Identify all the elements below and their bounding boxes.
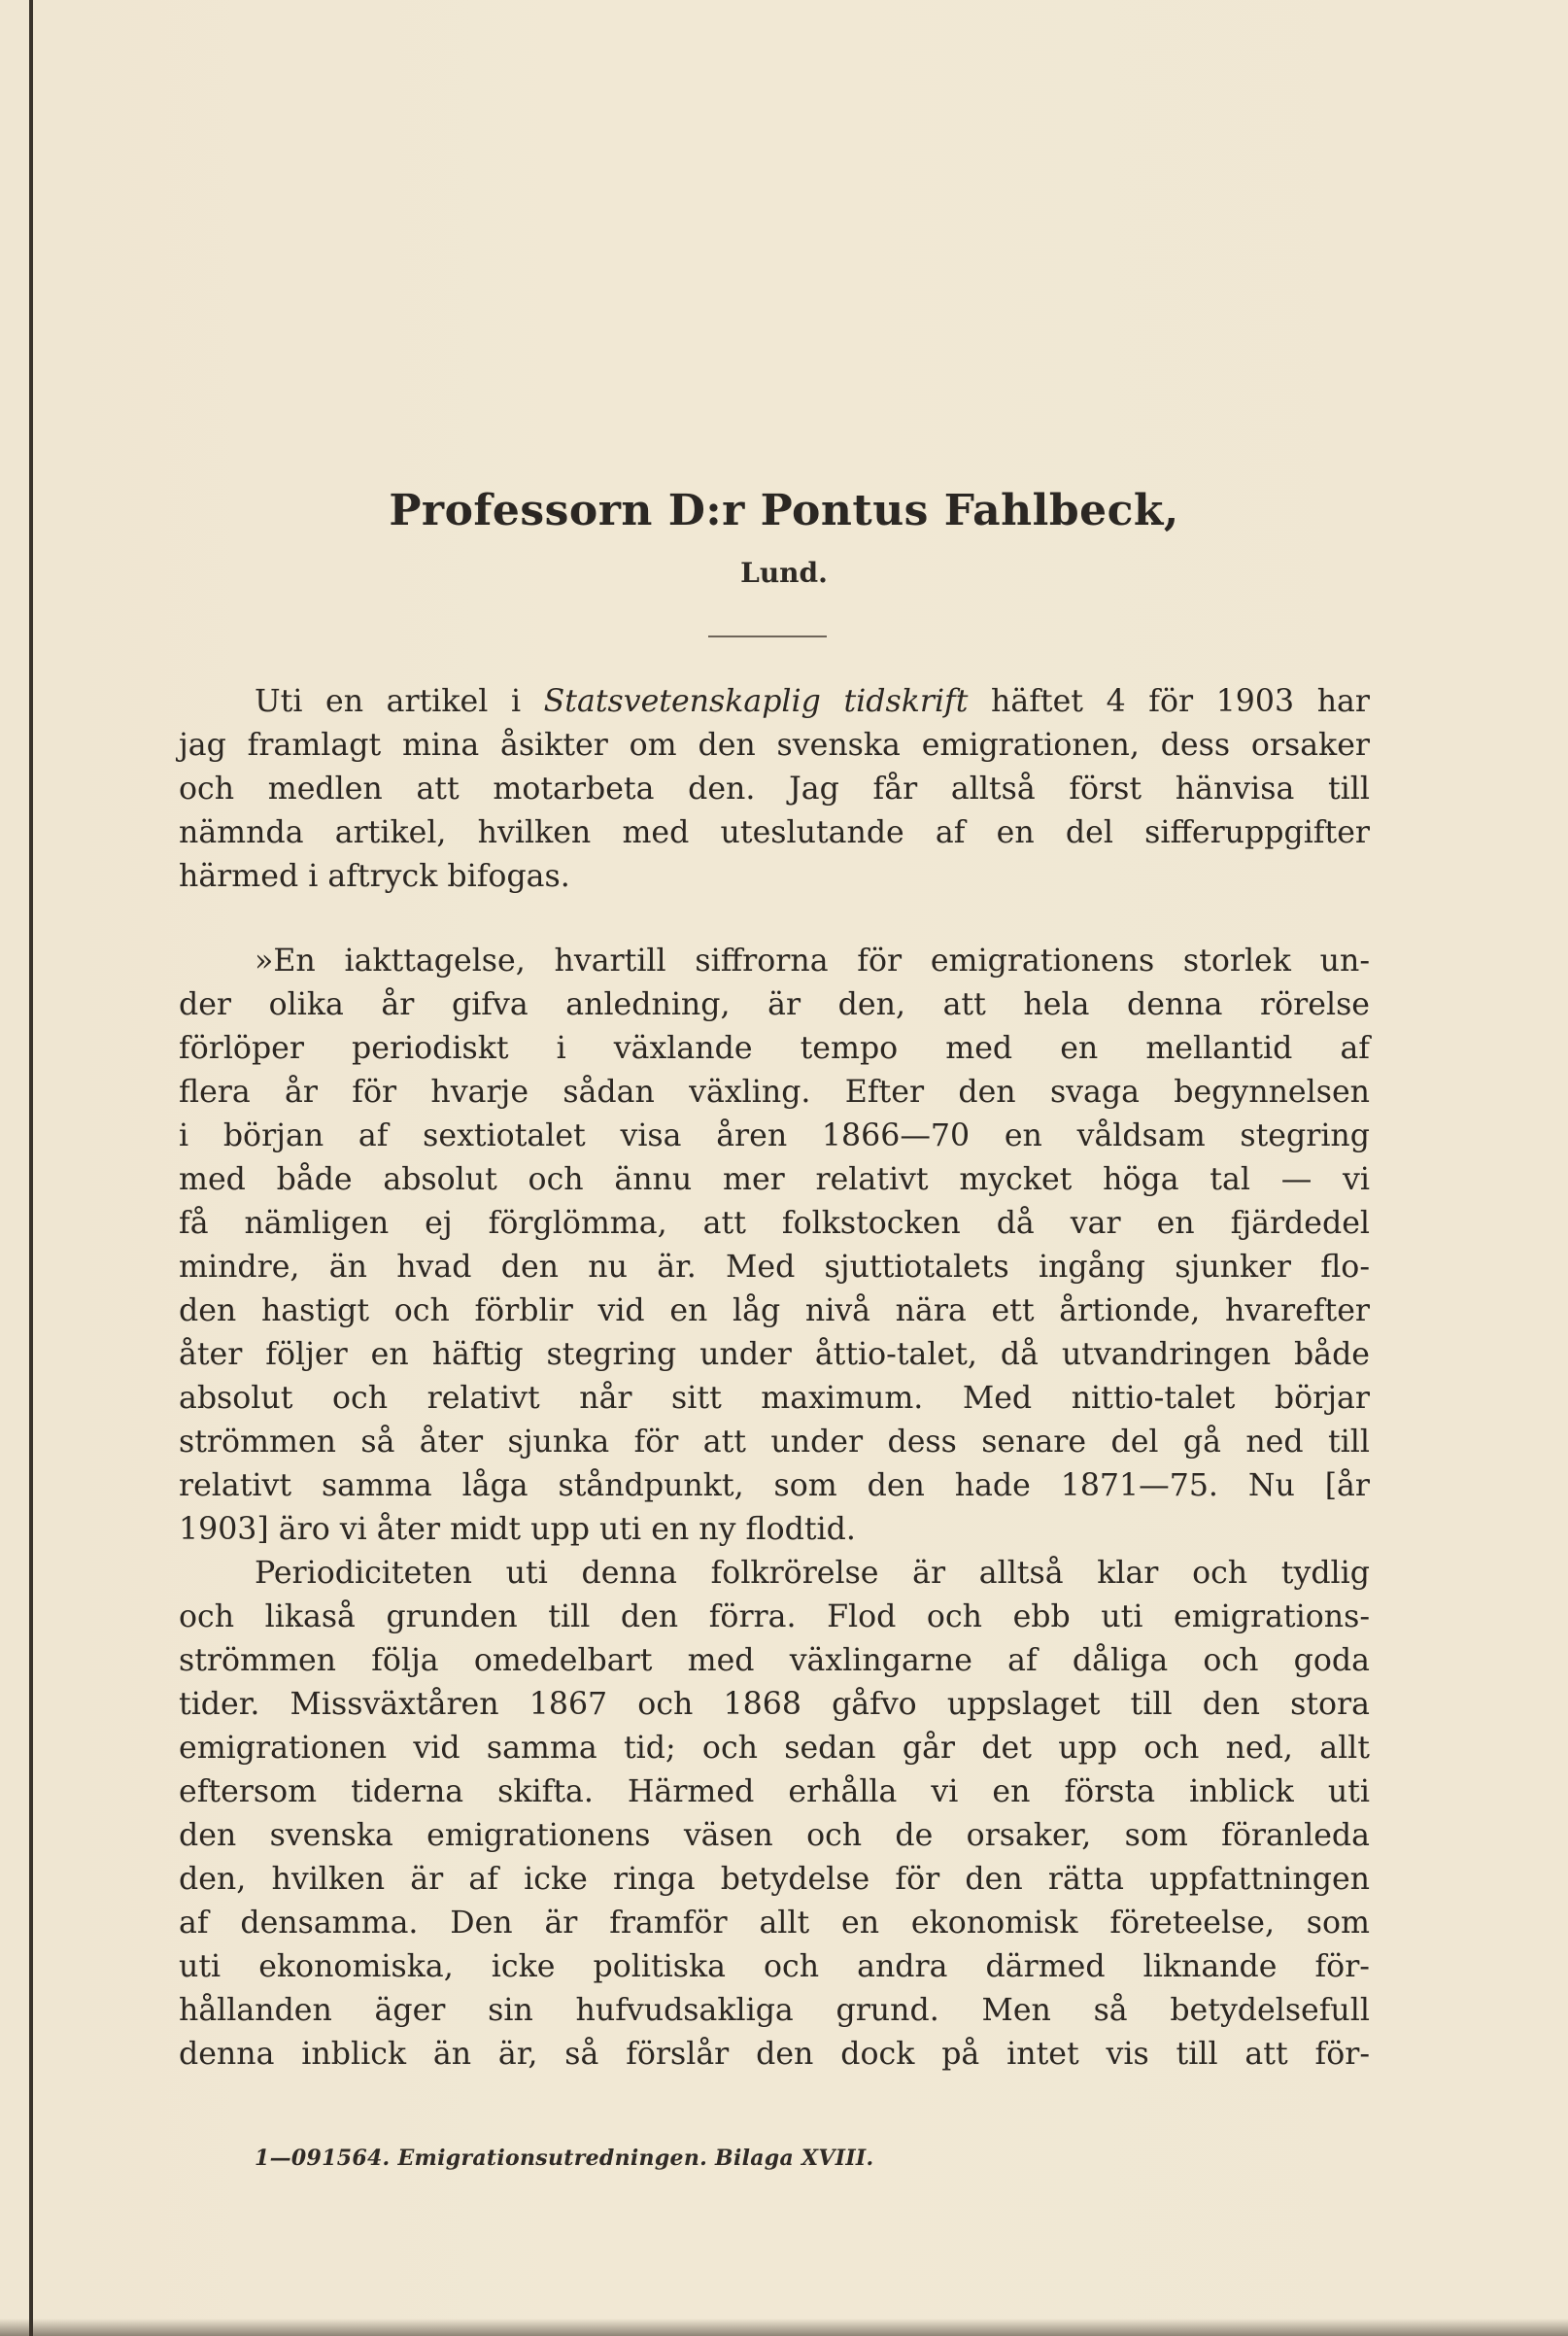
- binding-edge: [29, 0, 33, 2336]
- text-line: af densamma. Den är framför allt en ekonomisk företeelse, som: [179, 1906, 1370, 1941]
- place-label: Lund.: [740, 557, 828, 589]
- text-line: den hastigt och förblir vid en låg nivå nära ett årtionde, hvarefter: [179, 1293, 1370, 1328]
- text-line: mindre, än hvad den nu är. Med sjuttiotalets ingång sjunker flo-: [179, 1250, 1370, 1285]
- text-line: uti ekonomiska, icke politiska och andra därmed liknande för-: [179, 1949, 1370, 1984]
- text-line: åter följer en häftig stegring under åttio-talet, då utvandringen både: [179, 1337, 1370, 1372]
- divider-rule: [708, 636, 827, 637]
- text-line: »En iakttagelse, hvartill siffrorna för emigrationens storlek un-: [255, 944, 1370, 979]
- text-line: nämnda artikel, hvilken med uteslutande af en del sifferuppgifter: [179, 815, 1370, 850]
- page-bottom-shadow: [0, 2319, 1568, 2336]
- text-line: härmed i aftryck bifogas.: [179, 859, 570, 894]
- text-line: Uti en artikel i Statsvetenskaplig tidskrift häftet 4 för 1903 har: [255, 684, 1370, 719]
- text-line: absolut och relativt når sitt maximum. Med nittio-talet börjar: [179, 1381, 1370, 1416]
- text-line: den svenska emigrationens väsen och de orsaker, som föranleda: [179, 1818, 1370, 1853]
- text-line: der olika år gifva anledning, är den, att hela denna rörelse: [179, 987, 1370, 1022]
- text-line: och likaså grunden till den förra. Flod och ebb uti emigrations-: [179, 1599, 1370, 1634]
- text-line: jag framlagt mina åsikter om den svenska emigrationen, dess orsaker: [179, 728, 1370, 763]
- text-line: få nämligen ej förglömma, att folkstocken då var en fjärdedel: [179, 1206, 1370, 1241]
- text-line: tider. Missväxtåren 1867 och 1868 gåfvo uppslaget till den stora: [179, 1687, 1370, 1722]
- body-text: [179, 680, 1370, 2077]
- text-line: i början af sextiotalet visa åren 1866—70 en våldsam stegring: [179, 1118, 1370, 1153]
- journal-title: Statsvetenskaplig tidskrift: [543, 684, 969, 719]
- text-line: 1903] äro vi åter midt upp uti en ny flodtid.: [179, 1512, 856, 1547]
- text-line: emigrationen vid samma tid; och sedan går det upp och ned, allt: [179, 1731, 1370, 1766]
- text-line: förlöper periodiskt i växlande tempo med en mellantid af: [179, 1031, 1370, 1066]
- paragraph-gap: [179, 899, 1370, 940]
- text-line: flera år för hvarje sådan växling. Efter den svaga begynnelsen: [179, 1075, 1370, 1110]
- text-line: med både absolut och ännu mer relativt mycket höga tal — vi: [179, 1162, 1370, 1197]
- text-line: hållanden äger sin hufvudsakliga grund. Men så betydelsefull: [179, 1993, 1370, 2028]
- text-line: och medlen att motarbeta den. Jag får alltså först hänvisa till: [179, 772, 1370, 807]
- page-footer: 1—091564. Emigrationsutredningen. Bilaga XVIII.: [255, 2146, 874, 2171]
- page-title: Professorn D:r Pontus Fahlbeck,: [389, 486, 1179, 535]
- text-line: strömmen följa omedelbart med växlingarne af dåliga och goda: [179, 1643, 1370, 1678]
- text-line: eftersom tiderna skifta. Härmed erhålla vi en första inblick uti: [179, 1774, 1370, 1809]
- text-line: strömmen så åter sjunka för att under dess senare del gå ned till: [179, 1425, 1370, 1460]
- text-line: Periodiciteten uti denna folkrörelse är alltså klar och tydlig: [255, 1556, 1370, 1591]
- text-line: den, hvilken är af icke ringa betydelse för den rätta uppfattningen: [179, 1862, 1370, 1897]
- text-line: relativt samma låga ståndpunkt, som den hade 1871—75. Nu [år: [179, 1468, 1370, 1503]
- text-line: denna inblick än är, så förslår den dock på intet vis till att för-: [179, 2037, 1370, 2072]
